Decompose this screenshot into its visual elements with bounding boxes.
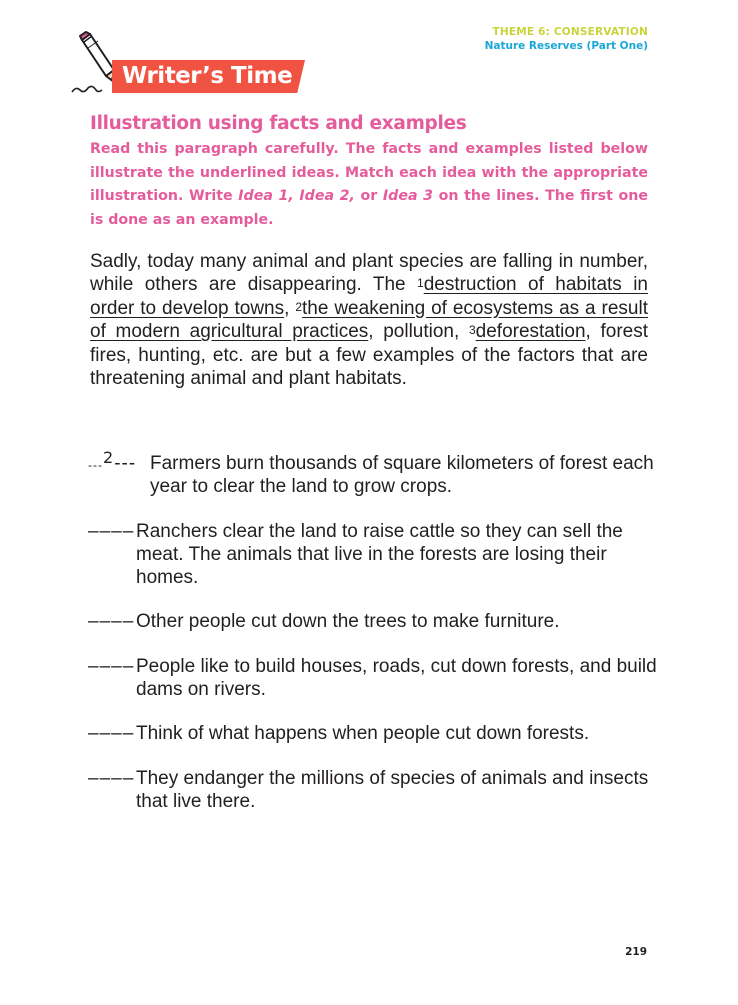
banner-title: Writer’s Time <box>122 63 293 89</box>
instructions-text: Read this paragraph carefully. The facts and examples listed below illustrate the underlined ideas. Match each idea with the appropriate illustration. Write <box>90 141 648 204</box>
writers-time-banner <box>68 30 308 96</box>
answer-line[interactable]: –––– <box>88 655 135 677</box>
reading-paragraph <box>90 250 648 390</box>
item-text: People like to build houses, roads, cut down forests, and build dams on rivers. <box>136 655 657 700</box>
idea-3-label: Idea 3 <box>382 188 434 204</box>
idea-number-1: 1 <box>417 276 424 291</box>
underlined-idea-2: the weakening of ecosystems as a result of modern agricultural practices <box>90 297 648 343</box>
idea-number-2: 2 <box>295 299 303 314</box>
answer-line-left: --- <box>88 458 103 472</box>
answer-line-right: --- <box>114 453 137 474</box>
paragraph-text: , pollution, <box>368 321 469 343</box>
theme-title: THEME 6: CONSERVATION <box>492 26 648 38</box>
instructions-text-end: on the lines. The first one is done as an example. <box>90 188 648 228</box>
answer-line[interactable]: –––– <box>88 611 135 632</box>
theme-header <box>485 25 648 53</box>
answer-value: 2 <box>103 448 115 467</box>
answer-line[interactable]: –––– <box>88 767 135 789</box>
list-item <box>88 655 658 701</box>
item-text: Think of what happens when people cut down forests. <box>136 723 590 744</box>
underlined-idea-1: destruction of habitats in order to develop towns <box>90 274 648 319</box>
answer-line[interactable]: –––– <box>88 520 135 542</box>
list-item <box>88 610 658 633</box>
paragraph-text: , <box>284 297 296 319</box>
idea-number-3: 3 <box>468 323 476 338</box>
instructions-or: or <box>354 188 383 204</box>
page-number: 219 <box>625 946 647 958</box>
item-text: Other people cut down the trees to make furniture. <box>136 611 560 632</box>
item-text: Farmers burn thousands of square kilometers of forest each year to clear the land to grow crops. <box>150 453 654 497</box>
theme-subtitle: Nature Reserves (Part One) <box>484 40 648 52</box>
list-item <box>88 722 658 745</box>
answer-line[interactable]: –––– <box>88 723 135 744</box>
list-item <box>88 448 658 498</box>
section-heading: Illustration using facts and examples <box>90 113 467 134</box>
list-item <box>88 767 658 813</box>
answer-line[interactable] <box>88 448 148 477</box>
idea-2-label: Idea 2, <box>299 188 355 204</box>
instructions <box>90 138 648 232</box>
underlined-idea-3: deforestation <box>475 321 586 343</box>
idea-1-label: Idea 1, <box>238 188 294 204</box>
exercise-list <box>88 448 658 834</box>
paragraph-text: , forest fires, hunting, etc. are but a few examples of the factors that are threatening animal and plant habitats. <box>90 321 648 390</box>
item-text: Ranchers clear the land to raise cattle so they can sell the meat. The animals that live in the forests are losing their homes. <box>136 520 623 588</box>
paragraph-text: Sadly, today many animal and plant species are falling in number, while others are disappearing. The <box>90 251 648 296</box>
list-item <box>88 520 658 589</box>
item-text: They endanger the millions of species of animals and insects that live there. <box>136 767 649 812</box>
